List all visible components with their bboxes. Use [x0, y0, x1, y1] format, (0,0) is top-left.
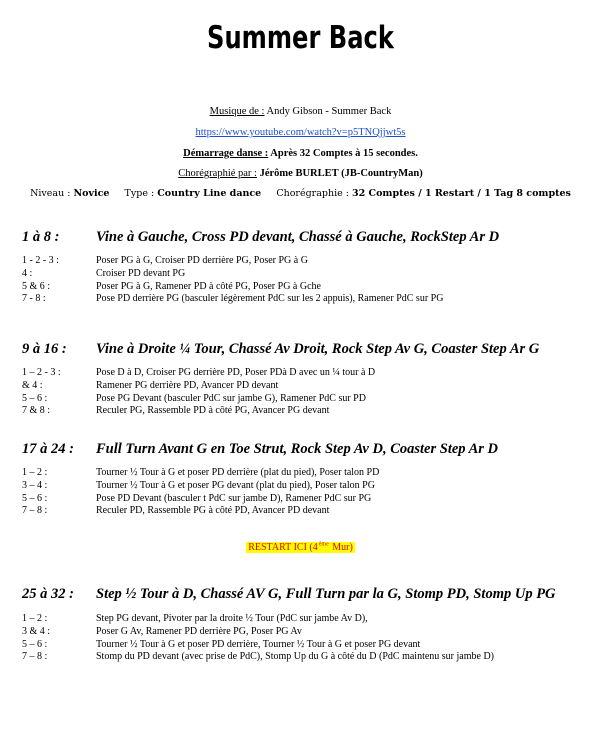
- step-desc: Pose PG Devant (basculer PdC sur jambe G), Ramener PdC sur PD: [96, 392, 366, 404]
- section-name: Vine à Droite ¼ Tour, Chassé Av Droit, Rock Step Av G, Coaster Step Ar G: [96, 341, 540, 357]
- step-row: [0, 367, 601, 380]
- type-label: Type :: [124, 188, 158, 199]
- restart-text: RESTART ICI (4: [248, 542, 318, 554]
- step-row: [0, 613, 601, 626]
- video-link[interactable]: https://www.youtube.com/watch?v=p5TNQjjwt5s: [195, 127, 406, 138]
- choreographer-line: [0, 167, 601, 180]
- section-name: Full Turn Avant G en Toe Strut, Rock Step Av D, Coaster Step Ar D: [96, 441, 499, 457]
- step-row: [0, 651, 601, 664]
- section-25-32: [0, 586, 601, 664]
- step-row: [0, 405, 601, 418]
- step-desc: Croiser PD devant PG: [96, 267, 186, 279]
- restart-highlight: [246, 542, 355, 553]
- restart-note: [0, 542, 601, 553]
- section-heading: [0, 441, 601, 461]
- start-value: Après 32 Comptes à 15 secondes.: [268, 148, 418, 159]
- section-heading: [0, 341, 601, 361]
- step-desc: Reculer PD, Rassemble PG à côté PD, Avancer PD devant: [96, 505, 330, 517]
- start-label: Démarrage danse :: [183, 148, 269, 159]
- step-count: 5 – 6 :: [22, 392, 48, 404]
- section-heading: [0, 586, 601, 606]
- restart-sup: ème: [318, 542, 329, 548]
- step-desc: Pose D à D, Croiser PG derrière PD, Poser PDà D avec un ¼ tour à D: [96, 367, 376, 378]
- chore-label: Chorégraphie :: [276, 188, 352, 199]
- step-count: 7 & 8 :: [22, 405, 51, 417]
- step-count: 4 :: [22, 267, 33, 279]
- step-row: [0, 380, 601, 393]
- step-row: [0, 626, 601, 639]
- chore-value: 32 Comptes / 1 Restart / 1 Tag 8 comptes: [352, 188, 571, 199]
- step-row: [0, 281, 601, 294]
- section-counts: 1 à 8 :: [22, 229, 60, 245]
- section-1-8: [0, 229, 601, 306]
- step-row: [0, 268, 601, 281]
- step-desc: Stomp du PD devant (avec prise de PdC), Stomp Up du G à côté du D (PdC maintenu sur jambe D): [96, 651, 494, 663]
- step-desc: Tourner ½ Tour à G et poser PD derrière (plat du pied), Poser talon PD: [96, 467, 380, 478]
- choreo-label: Chorégraphié par :: [178, 168, 257, 179]
- level-value: Novice: [73, 188, 110, 199]
- choreo-value: Jérôme BURLET (JB-CountryMan): [256, 168, 423, 179]
- step-desc: Poser PG à G, Ramener PD à côté PG, Poser PG à Gche: [96, 280, 321, 292]
- step-count: 7 - 8 :: [22, 293, 46, 305]
- step-desc: Pose PD Devant (basculer t PdC sur jambe D), Ramener PdC sur PG: [96, 492, 372, 504]
- section-counts: 17 à 24 :: [22, 441, 74, 457]
- section-counts: 9 à 16 :: [22, 341, 67, 357]
- step-row: [0, 467, 601, 480]
- step-count: 1 – 2 - 3 :: [22, 367, 61, 378]
- step-row: [0, 393, 601, 406]
- step-row: [0, 293, 601, 306]
- step-desc: Step PG devant, Pivoter par la droite ½ Tour (PdC sur jambe Av D),: [96, 613, 368, 624]
- step-row: [0, 493, 601, 506]
- music-line: [0, 105, 601, 118]
- step-count: 3 – 4 :: [22, 479, 48, 491]
- step-count: & 4 :: [22, 379, 43, 391]
- step-count: 5 – 6 :: [22, 638, 48, 650]
- meta-line: [0, 187, 601, 200]
- step-desc: Tourner ½ Tour à G et poser PG devant (plat du pied), Poser talon PG: [96, 479, 375, 491]
- step-row: [0, 505, 601, 518]
- step-count: 5 – 6 :: [22, 492, 48, 504]
- section-17-24: [0, 441, 601, 518]
- step-row: [0, 480, 601, 493]
- step-count: 1 – 2 :: [22, 613, 48, 624]
- section-heading: [0, 229, 601, 249]
- step-count: 1 – 2 :: [22, 467, 48, 478]
- step-count: 5 & 6 :: [22, 280, 51, 292]
- music-label: Musique de :: [209, 106, 265, 117]
- step-desc: Pose PD derrière PG (basculer légèrement PdC sur les 2 appuis), Ramener PdC sur PG: [96, 293, 444, 305]
- section-name: Vine à Gauche, Cross PD devant, Chassé à Gauche, RockStep Ar D: [96, 229, 500, 245]
- type-value: Country Line dance: [157, 188, 262, 199]
- level-label: Niveau :: [30, 188, 74, 199]
- section-name: Step ½ Tour à D, Chassé AV G, Full Turn par la G, Stomp PD, Stomp Up PG: [96, 586, 556, 602]
- step-desc: Ramener PG derrière PD, Avancer PD devant: [96, 379, 279, 391]
- start-line: [0, 147, 601, 160]
- section-counts: 25 à 32 :: [22, 586, 74, 602]
- step-count: 7 – 8 :: [22, 505, 48, 517]
- step-row: [0, 639, 601, 652]
- step-count: 7 – 8 :: [22, 651, 48, 663]
- step-desc: Tourner ½ Tour à G et poser PD derrière, Tourner ½ Tour à G et poser PG devant: [96, 638, 421, 650]
- step-desc: Reculer PG, Rassemble PD à côté PG, Avancer PG devant: [96, 405, 330, 417]
- page-title: Summer Back: [207, 20, 394, 56]
- restart-text-end: Mur): [329, 542, 353, 554]
- video-link-line: [0, 126, 601, 139]
- step-row: [0, 255, 601, 268]
- step-count: 1 - 2 - 3 :: [22, 255, 59, 266]
- section-9-16: [0, 341, 601, 418]
- music-value: Andy Gibson - Summer Back: [264, 106, 392, 117]
- step-desc: Poser G Av, Ramener PD derrière PG, Poser PG Av: [96, 625, 302, 637]
- step-count: 3 & 4 :: [22, 625, 51, 637]
- step-desc: Poser PG à G, Croiser PD derrière PG, Poser PG à G: [96, 255, 308, 266]
